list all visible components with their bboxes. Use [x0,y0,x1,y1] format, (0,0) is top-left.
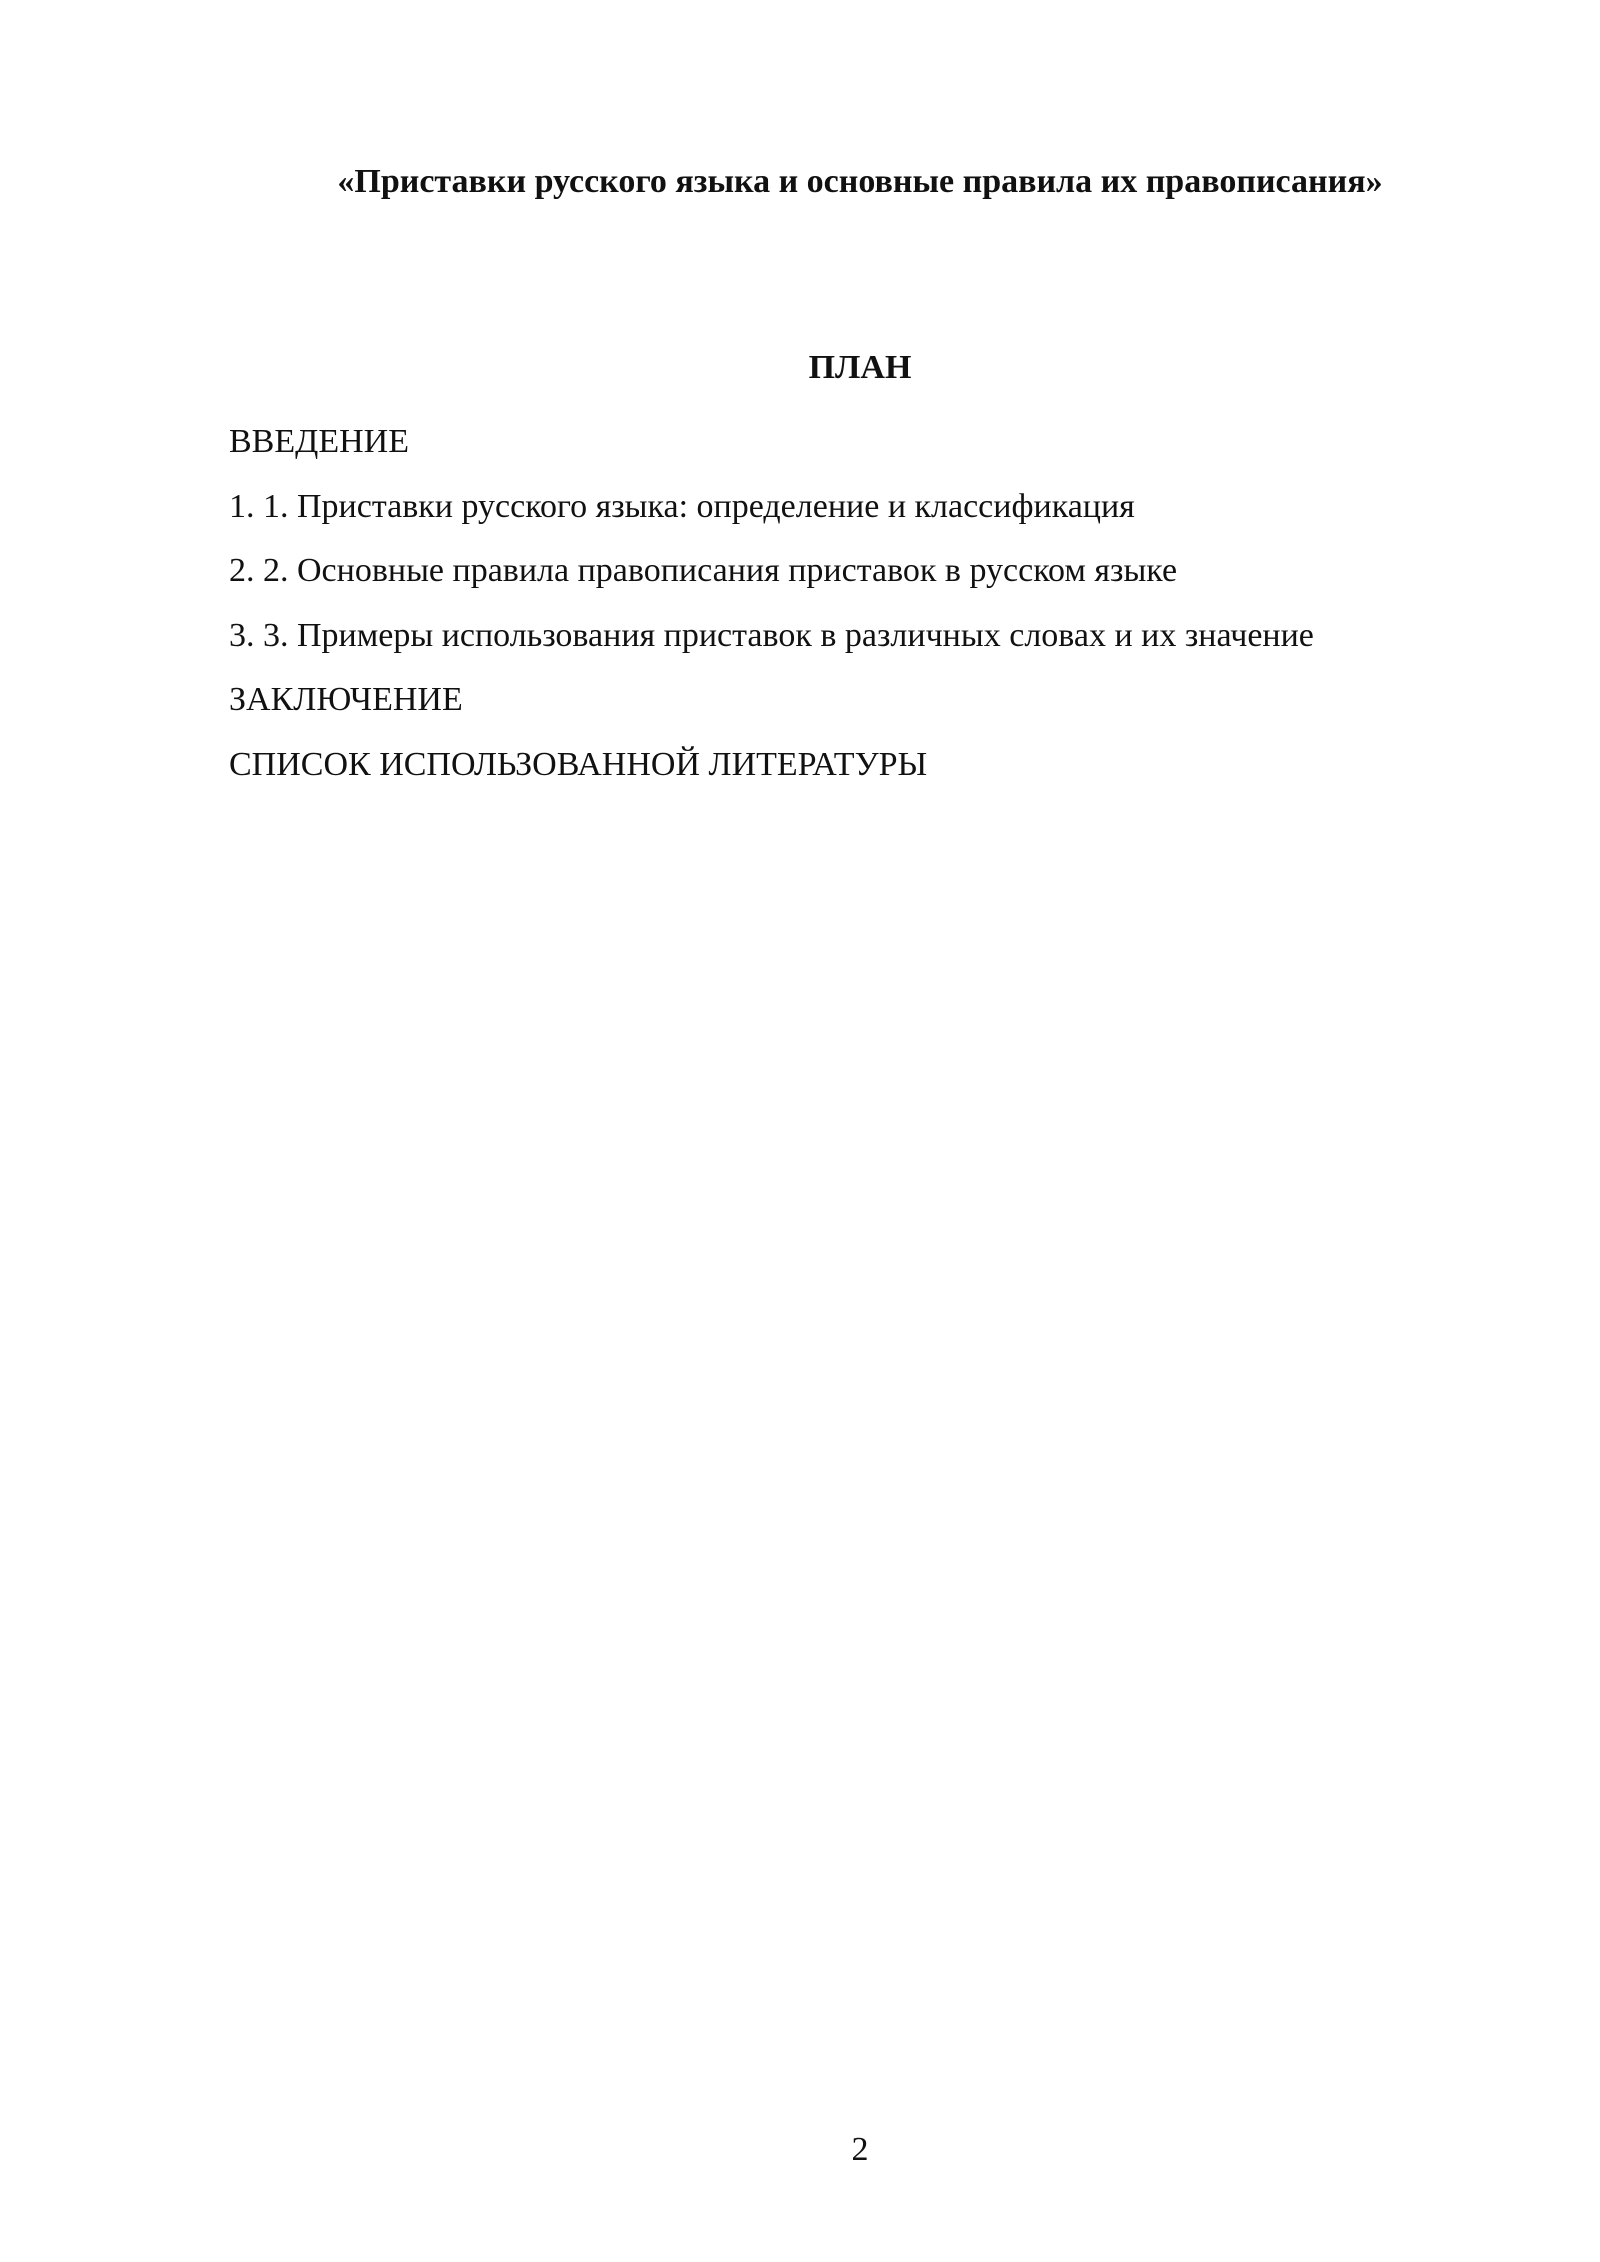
table-of-contents [229,420,1529,808]
toc-item-introduction: ВВЕДЕНИЕ [229,423,409,460]
plan-heading: ПЛАН [808,349,912,386]
toc-item-references: СПИСОК ИСПОЛЬЗОВАННОЙ ЛИТЕРАТУРЫ [229,745,928,783]
toc-item-chapter-2: 2. 2. Основные правила правописания приставок в русском языке [229,552,1178,590]
page-number: 2 [851,2131,869,2168]
toc-item-chapter-1: 1. 1. Приставки русского языка: определение и классификация [229,487,1135,525]
document-title: «Приставки русского языка и основные правила их правописания» [337,163,1383,200]
toc-item-chapter-3: 3. 3. Примеры использования приставок в различных словах и их значение [229,616,1314,654]
toc-item-conclusion: ЗАКЛЮЧЕНИЕ [229,681,463,719]
